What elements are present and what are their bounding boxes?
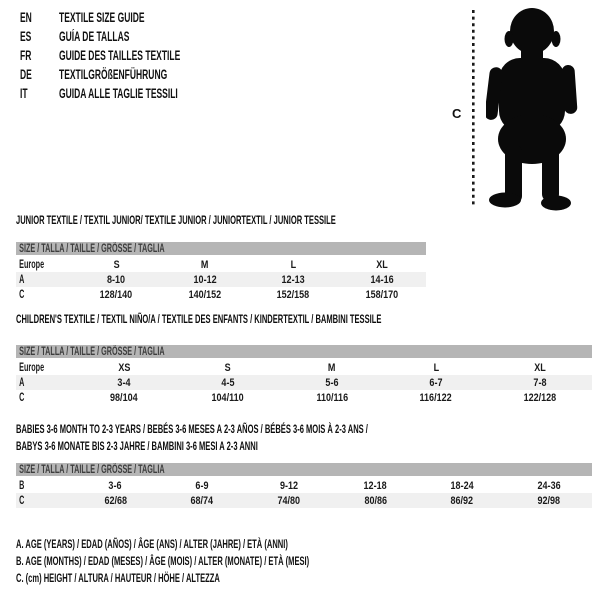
- value-text: M: [328, 361, 336, 374]
- value-cell: [384, 375, 488, 390]
- value-text: 14-16: [370, 273, 394, 286]
- value-text: XS: [117, 361, 131, 374]
- row-label-cell: [16, 272, 72, 287]
- value-text: 158/170: [365, 288, 399, 301]
- value-cell: [72, 256, 161, 272]
- value-cell: [245, 477, 332, 493]
- lang-row-en: [20, 8, 252, 27]
- value-text: 4-5: [221, 376, 235, 389]
- value-cell: [159, 477, 246, 493]
- children-section-title: [16, 313, 596, 326]
- lang-row-fr: [20, 46, 252, 65]
- size-header-cell: [16, 463, 592, 477]
- table-row: [16, 287, 426, 302]
- value-cell: [159, 493, 246, 508]
- value-cell: [332, 493, 419, 508]
- value-text: S: [113, 258, 120, 271]
- value-cell: [384, 359, 488, 375]
- value-text: 68/74: [190, 494, 214, 507]
- value-cell: [161, 256, 250, 272]
- value-cell: [176, 390, 280, 405]
- lang-code: IT: [20, 86, 28, 101]
- value-text: 104/110: [211, 391, 245, 404]
- value-cell: [245, 493, 332, 508]
- value-text: L: [290, 258, 297, 271]
- value-cell: [338, 256, 427, 272]
- babies-size-table: [16, 463, 592, 508]
- babies-title-line1: BABIES 3-6 MONTH TO 2-3 YEARS / BEBÉS 3-6 MESES A 2-3 AÑOS / BÉBÉS 3-6 MOIS À 2-3 ANS /: [16, 422, 368, 436]
- size-header-row: [16, 345, 592, 359]
- value-text: 140/152: [188, 288, 222, 301]
- table-row: [16, 390, 592, 405]
- value-text: 92/98: [537, 494, 560, 507]
- children-size-table: [16, 345, 592, 405]
- lang-label: GUIDE DES TAILLES TEXTILE: [59, 48, 181, 63]
- value-cell: [249, 272, 338, 287]
- language-guide-list: [20, 8, 252, 103]
- value-cell: [280, 359, 384, 375]
- table-row: [16, 359, 592, 375]
- lang-code: EN: [20, 10, 32, 25]
- table-row: [16, 493, 592, 508]
- row-label-cell: [16, 390, 72, 405]
- value-cell: [72, 359, 176, 375]
- value-text: 5-6: [325, 376, 339, 389]
- row-label-text: Europe: [19, 258, 45, 271]
- value-text: 98/104: [110, 391, 138, 404]
- lang-row-es: [20, 27, 252, 46]
- value-cell: [488, 390, 592, 405]
- value-cell: [161, 272, 250, 287]
- junior-size-table: [16, 242, 426, 302]
- value-text: 152/158: [276, 288, 310, 301]
- value-cell: [338, 287, 427, 302]
- value-text: 8-10: [107, 273, 126, 286]
- row-label-text: C: [19, 494, 25, 507]
- value-cell: [249, 287, 338, 302]
- height-dashed-line: [471, 9, 476, 208]
- legend-line-c: [16, 570, 481, 587]
- size-header-cell: [16, 242, 426, 256]
- value-cell: [280, 390, 384, 405]
- size-header-text: SIZE / TALLA / TAILLE / GRÖSSE / TAGLIA: [19, 345, 165, 358]
- row-label-cell: [16, 493, 72, 508]
- size-header-row: [16, 242, 426, 256]
- value-text: 9-12: [279, 479, 298, 492]
- row-label-cell: [16, 287, 72, 302]
- value-text: 128/140: [99, 288, 133, 301]
- value-text: XL: [375, 258, 388, 271]
- value-cell: [505, 477, 592, 493]
- value-text: M: [200, 258, 209, 271]
- lang-label: GUIDA ALLE TAGLIE TESSILI: [59, 86, 178, 101]
- value-cell: [419, 477, 506, 493]
- legend-b-text: B. AGE (MONTHS) / EDAD (MESES) / ÂGE (MOIS) / ALTER (MONATE) / ETÀ (MESI): [16, 554, 310, 568]
- size-header-row: [16, 463, 592, 477]
- value-text: 3-4: [117, 376, 131, 389]
- value-text: 7-8: [533, 376, 547, 389]
- row-label-cell: [16, 477, 72, 493]
- value-text: 18-24: [450, 479, 474, 492]
- value-text: 6-9: [195, 479, 209, 492]
- row-label-cell: [16, 359, 72, 375]
- lang-label: TEXTILGRÖßENFÜHRUNG: [59, 67, 168, 82]
- value-text: XL: [534, 361, 546, 374]
- value-cell: [176, 375, 280, 390]
- value-text: 86/92: [450, 494, 474, 507]
- legend: [16, 536, 481, 587]
- value-cell: [72, 375, 176, 390]
- value-text: 3-6: [108, 479, 122, 492]
- babies-section-title: [16, 421, 575, 454]
- value-cell: [176, 359, 280, 375]
- value-cell: [72, 272, 161, 287]
- size-header-text: SIZE / TALLA / TAILLE / GRÖSSE / TAGLIA: [19, 242, 165, 255]
- babies-title-line2: BABYS 3-6 MONATE BIS 2-3 JAHRE / BAMBINI 3-6 MESI A 2-3 ANNI: [16, 438, 258, 453]
- value-cell: [72, 287, 161, 302]
- row-label-text: Europe: [19, 361, 45, 374]
- toddler-silhouette: [486, 6, 596, 211]
- legend-a-text: A. AGE (YEARS) / EDAD (AÑOS) / ÂGE (ANS) / ALTER (JAHRE) / ETÀ (ANNI): [16, 537, 288, 551]
- size-header-cell: [16, 345, 592, 359]
- row-label-cell: [16, 375, 72, 390]
- size-header-text: SIZE / TALLA / TAILLE / GRÖSSE / TAGLIA: [19, 463, 165, 476]
- value-cell: [161, 287, 250, 302]
- value-cell: [280, 375, 384, 390]
- legend-line-a: [16, 536, 481, 553]
- row-label-text: C: [19, 288, 25, 301]
- value-text: 62/68: [104, 494, 127, 507]
- table-row: [16, 375, 592, 390]
- legend-c-text: C. (cm) HEIGHT / ALTURA / HAUTEUR / HÖHE / ALTEZZA: [16, 571, 220, 585]
- junior-title-text: JUNIOR TEXTILE / TEXTIL JUNIOR/ TEXTILE JUNIOR / JUNIORTEXTIL / JUNIOR TESSILE: [16, 213, 336, 227]
- value-text: 12-18: [363, 479, 387, 492]
- value-text: S: [224, 361, 232, 374]
- value-cell: [72, 477, 159, 493]
- value-text: L: [433, 361, 439, 374]
- lang-label: GUÍA DE TALLAS: [59, 29, 130, 44]
- value-cell: [384, 390, 488, 405]
- value-cell: [488, 359, 592, 375]
- value-cell: [419, 493, 506, 508]
- table-row: [16, 256, 426, 272]
- lang-label: TEXTILE SIZE GUIDE: [59, 10, 145, 25]
- value-cell: [332, 477, 419, 493]
- junior-section-title: [16, 214, 524, 227]
- row-label-cell: [16, 256, 72, 272]
- value-text: 12-13: [281, 273, 305, 286]
- value-text: 116/122: [419, 391, 453, 404]
- row-label-text: A: [19, 376, 25, 389]
- row-label-text: B: [19, 479, 25, 492]
- table-row: [16, 477, 592, 493]
- value-cell: [338, 272, 427, 287]
- value-cell: [505, 493, 592, 508]
- value-text: 74/80: [277, 494, 300, 507]
- legend-line-b: [16, 553, 481, 570]
- height-c-label: C: [452, 106, 462, 121]
- value-cell: [488, 375, 592, 390]
- lang-code: DE: [20, 67, 32, 82]
- value-cell: [249, 256, 338, 272]
- value-text: 122/128: [523, 391, 557, 404]
- children-title-text: CHILDREN'S TEXTILE / TEXTIL NIÑO/A / TEXTILE DES ENFANTS / KINDERTEXTIL / BAMBINI TESSILE: [16, 312, 382, 326]
- value-text: 10-12: [193, 273, 217, 286]
- value-text: 80/86: [364, 494, 387, 507]
- lang-code: ES: [20, 29, 32, 44]
- value-cell: [72, 493, 159, 508]
- row-label-text: A: [19, 273, 25, 286]
- value-text: 6-7: [429, 376, 443, 389]
- lang-row-de: [20, 65, 252, 84]
- table-row: [16, 272, 426, 287]
- value-text: 110/116: [316, 391, 348, 404]
- lang-code: FR: [20, 48, 32, 63]
- row-label-text: C: [19, 391, 25, 404]
- lang-row-it: [20, 84, 252, 103]
- value-cell: [72, 390, 176, 405]
- value-text: 24-36: [537, 479, 561, 492]
